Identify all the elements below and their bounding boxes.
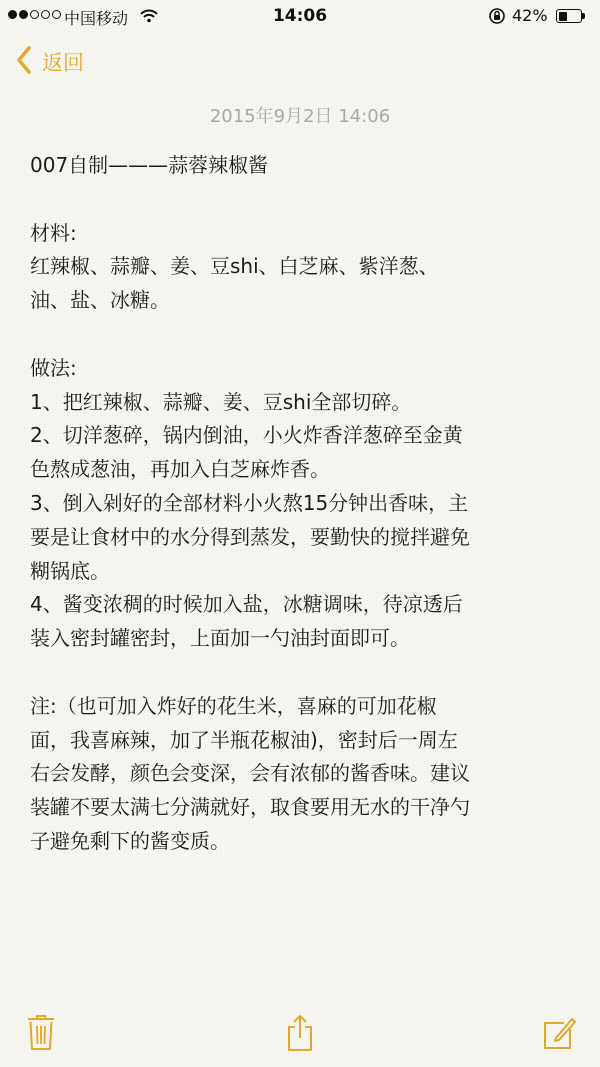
carrier-name: 中国移动 <box>64 9 129 28</box>
step-line: 要是让食材中的水分得到蒸发，要勤快的搅拌避免 <box>30 524 470 549</box>
nav-bar <box>0 38 600 88</box>
trash-icon <box>27 1014 55 1056</box>
chevron-left-icon <box>16 46 32 78</box>
materials-line: 红辣椒、蒜瓣、姜、豆shi、白芝麻、紫洋葱、 <box>30 254 439 279</box>
back-label: 返回 <box>42 51 84 75</box>
compose-button[interactable] <box>540 1013 580 1057</box>
step-line: 色熬成葱油，再加入白芝麻炸香。 <box>30 457 330 482</box>
step-line: 装入密封罐密封，上面加一勺油封面即可。 <box>30 626 410 651</box>
materials-line: 油、盐、冰糖。 <box>30 288 170 313</box>
share-button[interactable] <box>280 1013 320 1057</box>
method-heading: 做法: <box>30 355 77 380</box>
bottom-toolbar <box>0 1005 600 1067</box>
battery-fill <box>559 12 568 21</box>
status-time: 14:06 <box>272 6 328 26</box>
rotation-lock-icon <box>488 7 506 29</box>
battery-icon <box>556 9 586 23</box>
step-line: 4、酱变浓稠的时候加入盐，冰糖调味，待凉透后 <box>30 592 463 617</box>
note-body[interactable] <box>30 149 575 859</box>
materials-heading: 材料: <box>30 220 77 245</box>
note-title: 007自制———蒜蓉辣椒酱 <box>30 153 269 177</box>
battery-percentage: 42% <box>512 6 548 25</box>
step-line: 1、把红辣椒、蒜瓣、姜、豆shi全部切碎。 <box>30 389 412 414</box>
step-line: 2、切洋葱碎，锅内倒油，小火炸香洋葱碎至金黄 <box>30 423 463 448</box>
note-date: 2015年9月2日 14:06 <box>209 106 391 127</box>
back-button[interactable] <box>16 44 84 80</box>
note-remark-line: 面，我喜麻辣，加了半瓶花椒油)，密封后一周左 <box>30 727 458 752</box>
trash-button[interactable] <box>21 1013 61 1057</box>
step-line: 糊锅底。 <box>30 558 110 583</box>
note-remark-line: 装罐不要太满七分满就好，取食要用无水的干净勺 <box>30 795 470 820</box>
status-bar <box>0 0 600 32</box>
share-icon <box>285 1013 315 1057</box>
step-line: 3、倒入剁好的全部材料小火熬15分钟出香味，主 <box>30 490 469 515</box>
note-remark-line: 注:（也可加入炸好的花生米，喜麻的可加花椒 <box>30 693 437 718</box>
note-remark-line: 子避免剩下的酱变质。 <box>30 828 230 853</box>
compose-icon <box>542 1015 578 1055</box>
note-remark-line: 右会发酵，颜色会变深，会有浓郁的酱香味。建议 <box>30 761 470 786</box>
